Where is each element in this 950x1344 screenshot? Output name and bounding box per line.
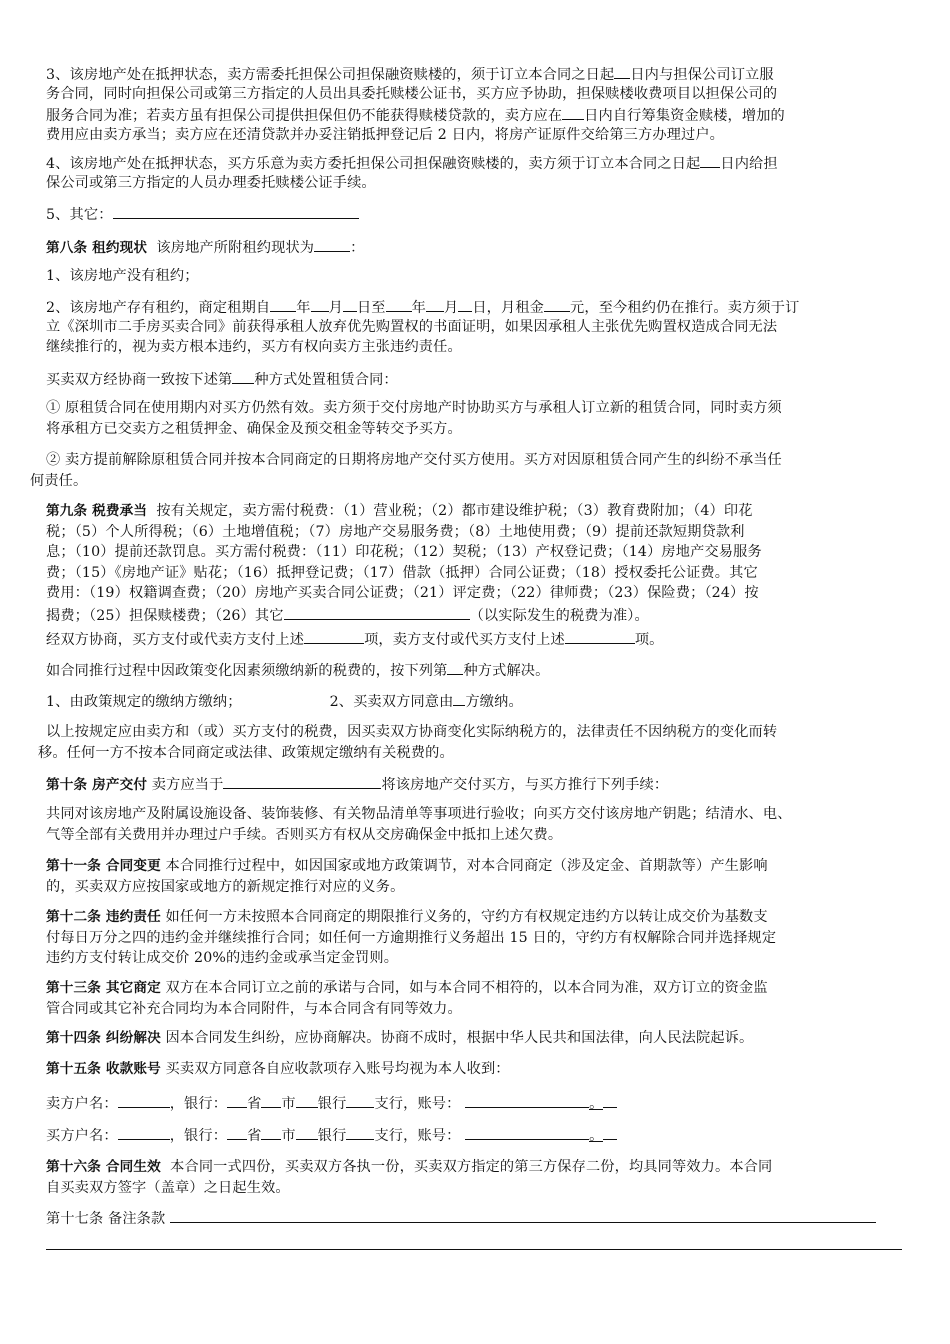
blank: [296, 1124, 318, 1140]
article-9-policy-change: 如合同推行过程中因政策变化因素须缴纳新的税费的，按下列第 种方式解决。: [46, 659, 904, 680]
blank: [296, 1092, 318, 1108]
blank: [118, 1092, 170, 1108]
article-10-body: 共同对该房地产及附属设施设备、装饰装修、有关物品清单等事项进行验收；向买方交付该房地产钥匙；结清水、电、 气等全部有关费用并办理过户手续。否则买方有权从交房确保金中抵扣上述欠费。: [46, 806, 792, 843]
blank: [232, 368, 254, 384]
blank: [118, 1124, 170, 1140]
blank: [447, 659, 463, 675]
article-8-heading: 第八条 租约现状 该房地产所附租约现状为 ：: [46, 236, 904, 257]
blank: [386, 296, 412, 312]
blank: [314, 236, 350, 252]
blank: [544, 296, 570, 312]
blank: [565, 628, 635, 644]
article-16: 第十六条 合同生效 本合同一式四份，买卖双方各执一份，买卖双方指定的第三方保存二份，均具同等效力。本合同 自买卖双方签字（盖章）之日起生效。: [46, 1159, 773, 1196]
clause-7-item-3: 3、该房地产处在抵押状态，卖方需委托担保公司担保融资赎楼的，须于订立本合同之日起 日内与担保公司订立服 务合同，同时向担保公司或第三方指定的人员出具委托赎楼公证书，买方应予协助，担保赎楼收费项目以担保公司的 服务合同为准；若卖方虽有担保公司提供担保但仍不能获得赎楼贷款的，卖方应在 日内自行筹集资金赎楼，增加的 费用应由卖方承当；卖方应在还清贷款并办妥注销抵押登记后 2 日内，将房产证原件交给第三方办理过户。: [46, 63, 904, 145]
blank: [113, 203, 359, 219]
blank: [614, 63, 630, 79]
article-8-option-1: ① 原租赁合同在使用期内对买方仍然有效。卖方须于交付房地产时协助买方与承租人订立新的租赁合同，同时卖方须 将承租方已交卖方之租赁押金、确保金及预交租金等转交予买方。: [46, 400, 782, 437]
article-8-item-1: 1、该房地产没有租约；: [46, 268, 199, 284]
clause-7-item-5: 5、其它：: [46, 203, 904, 224]
blank: [261, 1092, 281, 1108]
blank: [458, 296, 472, 312]
blank: [227, 1092, 247, 1108]
blank: [426, 296, 444, 312]
article-9-payment-split: 经双方协商，买方支付或代卖方支付上述 项，卖方支付或代买方支付上述 项。: [46, 628, 904, 649]
blank: [465, 1124, 589, 1140]
buyer-account-line: 买方户名： ，银行： 省 市 银行 支行，账号： 。: [46, 1124, 904, 1145]
blank: [700, 152, 720, 168]
article-17: 第十七条 备注条款: [46, 1207, 904, 1228]
article-13: 第十三条 其它商定 双方在本合同订立之前的承诺与合同，如与本合同不相符的，以本合同为准，双方订立的资金监 管合同或其它补充合同均为本合同附件，与本合同含有同等效力。: [46, 980, 768, 1017]
article-8-method: 买卖双方经协商一致按下述第 种方式处置租赁合同：: [46, 368, 904, 389]
article-11: 第十一条 合同变更 本合同推行过程中，如因国家或地方政策调节，对本合同商定（涉及定金、首期款等）产生影响 的，买卖双方应按国家或地方的新规定推行对应的义务。: [46, 858, 768, 895]
blank: [261, 1124, 281, 1140]
article-9-liability: 以上按规定应由卖方和（或）买方支付的税费，因买卖双方协商变化实际纳税方的，法律责任不因纳税方的变化而转 移。任何一方不按本合同商定或法律、政策规定缴纳有关税费的。: [38, 724, 778, 761]
blank: [346, 1124, 374, 1140]
blank: [223, 773, 381, 789]
blank: [603, 1124, 617, 1140]
blank: [270, 296, 296, 312]
blank: [562, 104, 584, 120]
article-14: 第十四条 纠纷解决 因本合同发生纠纷，应协商解决。协商不成时，根据中华人民共和国法律，向人民法院起诉。: [46, 1030, 754, 1046]
article-8-option-2: ② 卖方提前解除原租赁合同并按本合同商定的日期将房地产交付买方使用。买方对因原租赁合同产生的纠纷不承当任 何责任。: [30, 452, 782, 489]
article-9-options: 1、由政策规定的缴纳方缴纳； 2、买卖双方同意由 方缴纳。: [46, 690, 904, 711]
blank: [453, 690, 465, 706]
article-12: 第十二条 违约责任 如任何一方未按照本合同商定的期限推行义务的，守约方有权规定违约方以转让成交价为基数支 付每日万分之四的违约金并继续推行合同；如任何一方逾期推行义务超出 15 日的，守约方有权解除合同并选择规定 违约方支付转让成交价 20%的违约金或承当定金罚则。: [46, 909, 777, 966]
blank: [343, 296, 357, 312]
seller-account-line: 卖方户名： ，银行： 省 市 银行 支行，账号： 。: [46, 1092, 904, 1113]
blank: [304, 628, 364, 644]
article-9-taxes: 第九条 税费承当 按有关规定，卖方需付税费：（1）营业税；（2）都市建设维护税；（3）教育费附加；（4）印花 税；（5）个人所得税；（6）土地增值税；（7）房地产交易服务费；（8）土地使用费；（9）提前还款短期贷款利 息；（10）提前还款罚息。买方需付税费：（11）印花税；（12）契税；（13）产权登记费；（14）房地产交易服务 费；（15）《房地产证》贴花；（16）抵押登记费；（17）借款（抵押）合同公证费；（18）授权委托公证费。其它 费用：（19）权籍调查费；（20）房地产买卖合同公证费；（21）评定费；（22）律师费；（23）保险费；（24）按 揭费；（25）担保赎楼费；（26）其它 （以实际发生的税费为准）。: [46, 503, 762, 624]
blank: [346, 1092, 374, 1108]
article-8-item-2: 2、该房地产存有租约，商定租期自 年 月 日至 年 月 日，月租金 元，至今租约仍在推行。卖方须于订 立《深圳市二手房买卖合同》前获得承租人放弃优先购置权的书面证明，如果因承租人主张优先购置权造成合同无法 继续推行的，视为卖方根本违约，买方有权向卖方主张违约责任。: [46, 296, 904, 358]
blank: [603, 1092, 617, 1108]
blank: [284, 604, 470, 620]
blank: [311, 296, 329, 312]
remarks-blank: [170, 1207, 876, 1223]
blank: [227, 1124, 247, 1140]
clause-7-item-4: 4、该房地产处在抵押状态，买方乐意为卖方委托担保公司担保融资赎楼的，卖方须于订立本合同之日起 日内给担 保公司或第三方指定的人员办理委托赎楼公证手续。: [46, 152, 904, 193]
article-15: 第十五条 收款账号 买卖双方同意各自应收款项存入账号均视为本人收到：: [46, 1061, 510, 1077]
article-10-heading: 第十条 房产交付 卖方应当于 将该房地产交付买方，与买方推行下列手续：: [46, 773, 904, 794]
blank: [465, 1092, 589, 1108]
remarks-line: [46, 1249, 902, 1250]
